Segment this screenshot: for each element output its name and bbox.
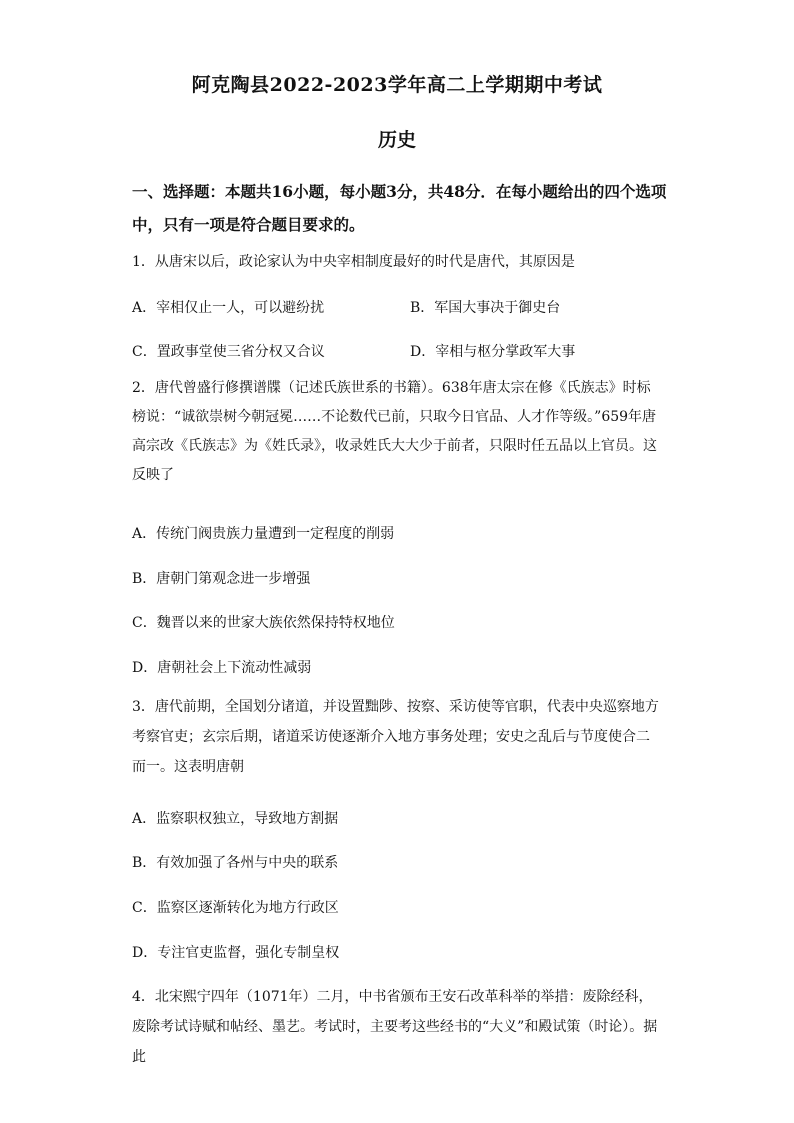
exam-title: 阿克陶县2022-2023学年高二上学期期中考试 bbox=[191, 74, 603, 96]
question-2-option-c: C．魏晋以来的世家大族依然保持特权地位 bbox=[132, 615, 395, 631]
question-1-option-d: D．宰相与枢分掌政军大事 bbox=[410, 344, 576, 360]
question-3-option-a: A．监察职权独立，导致地方割据 bbox=[132, 811, 339, 827]
question-3-option-b: B．有效加强了各州与中央的联系 bbox=[132, 855, 339, 871]
exam-subject: 历史 bbox=[377, 129, 416, 151]
question-2-option-a: A．传统门阀贵族力量遭到一定程度的削弱 bbox=[132, 526, 395, 542]
section-heading: 一、选择题：本题共16小题，每小题3分，共48分．在每小题给出的四个选项中，只有一项是符合题目要求的。 bbox=[132, 182, 667, 234]
question-3-option-d: D．专注官吏监督，强化专制皇权 bbox=[132, 945, 340, 961]
question-2-stem: 2．唐代曾盛行修撰谱牒（记述氏族世系的书籍）。638年唐太宗在修《氏族志》时标榜说：“诚欲崇树今朝冠冕……不论数代已前，只取今日官品、人才作等级。”659年唐高宗改《氏族志》为《姓氏录》，收录姓氏大大少于前者，只限时任五品以上官员。这反映了 bbox=[132, 380, 657, 483]
question-1-option-c: C．置政事堂使三省分权又合议 bbox=[132, 344, 325, 360]
question-1-option-a: A．宰相仅止一人，可以避纷扰 bbox=[132, 300, 325, 316]
question-1-option-b: B．军国大事决于御史台 bbox=[410, 300, 561, 316]
question-2-option-d: D．唐朝社会上下流动性减弱 bbox=[132, 660, 312, 676]
question-3-stem: 3．唐代前期，全国划分诸道，并设置黜陟、按察、采访使等官职，代表中央巡察地方考察官吏；玄宗后期，诸道采访使逐渐介入地方事务处理；安史之乱后与节度使合二而一。这表明唐朝 bbox=[132, 699, 659, 775]
question-4-stem: 4．北宋熙宁四年（1071年）二月，中书省颁布王安石改革科举的举措：废除经科，废除考试诗赋和帖经、墨艺。考试时，主要考这些经书的“大义”和殿试策（时论）。据此 bbox=[132, 989, 658, 1065]
question-3-option-c: C．监察区逐渐转化为地方行政区 bbox=[132, 900, 339, 916]
question-2-option-b: B．唐朝门第观念进一步增强 bbox=[132, 571, 311, 587]
question-1-stem: 1．从唐宋以后，政论家认为中央宰相制度最好的时代是唐代，其原因是 bbox=[132, 254, 575, 270]
